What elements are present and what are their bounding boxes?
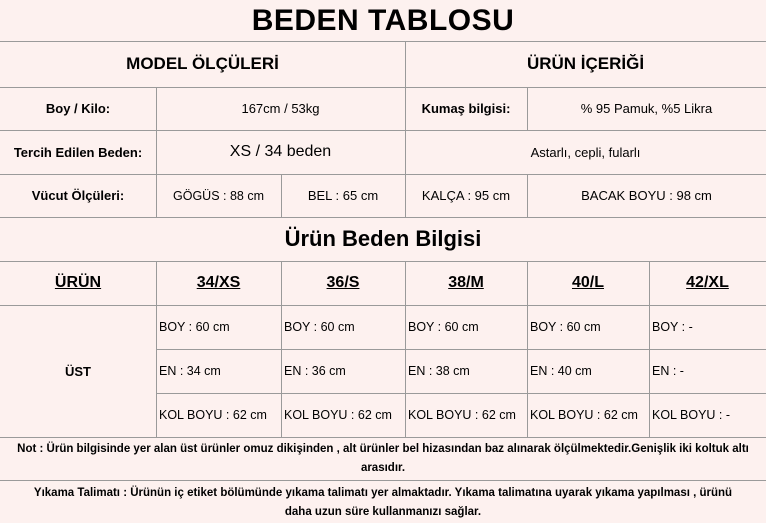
size-34xs-length: BOY : 60 cm xyxy=(159,320,230,334)
fabric-label: Kumaş bilgisi: xyxy=(421,101,511,116)
preferred-size-value: XS / 34 beden xyxy=(229,143,332,160)
chest-measurement: GÖGÜS : 88 cm xyxy=(173,188,264,203)
size-42xl-width: EN : - xyxy=(652,364,684,378)
size-38m-width: EN : 38 cm xyxy=(408,364,470,378)
leg-length-measurement: BACAK BOYU : 98 cm xyxy=(581,188,712,203)
page-title: BEDEN TABLOSU xyxy=(251,3,515,37)
preferred-size-label: Tercih Edilen Beden: xyxy=(13,144,143,160)
washing-note-line-2: daha uzun süre kullanmanızı sağlar. xyxy=(284,506,482,518)
size-header-38m: 38/M xyxy=(448,274,484,291)
size-40l-width: EN : 40 cm xyxy=(530,364,592,378)
top-garment-label: ÜST xyxy=(65,363,91,379)
size-34xs-width: EN : 34 cm xyxy=(159,364,221,378)
measurement-note-line-1: Not : Ürün bilgisinde yer alan üst ürünler omuz dikişinden , alt ürünler bel hizasından baz alınarak ölçülmektedir.Genişlik iki koltuk altı xyxy=(17,443,749,455)
size-40l-length: BOY : 60 cm xyxy=(530,320,601,334)
size-36s-sleeve: KOL BOYU : 62 cm xyxy=(284,408,392,422)
size-38m-length: BOY : 60 cm xyxy=(408,320,479,334)
size-header-34xs: 34/XS xyxy=(196,274,241,291)
product-content-heading: ÜRÜN İÇERİĞİ xyxy=(526,54,645,73)
measurement-note-line-2: arasıdır. xyxy=(360,462,406,474)
size-header-40l: 40/L xyxy=(571,274,604,291)
size-38m-sleeve: KOL BOYU : 62 cm xyxy=(408,408,516,422)
height-weight-label: Boy / Kilo: xyxy=(45,101,111,116)
height-weight-value: 167cm / 53kg xyxy=(241,101,320,116)
size-header-42xl: 42/XL xyxy=(686,274,729,291)
model-measurements-heading: MODEL ÖLÇÜLERİ xyxy=(126,54,279,73)
divider xyxy=(0,437,766,438)
size-34xs-sleeve: KOL BOYU : 62 cm xyxy=(159,408,267,422)
product-features: Astarlı, cepli, fularlı xyxy=(530,144,641,160)
product-column-header: ÜRÜN xyxy=(54,274,102,291)
divider xyxy=(0,480,766,481)
size-40l-sleeve: KOL BOYU : 62 cm xyxy=(530,408,638,422)
size-36s-length: BOY : 60 cm xyxy=(284,320,355,334)
washing-note-line-1: Yıkama Talimatı : Ürünün iç etiket bölümünde yıkama talimatı yer almaktadır. Yıkama talimatına uyarak yıkama yapılması , ürünü xyxy=(33,487,733,499)
hip-measurement: KALÇA : 95 cm xyxy=(421,188,511,203)
body-measurements-label: Vücut Ölçüleri: xyxy=(31,188,125,203)
size-36s-width: EN : 36 cm xyxy=(284,364,346,378)
waist-measurement: BEL : 65 cm xyxy=(307,188,379,203)
size-header-36s: 36/S xyxy=(326,274,360,291)
size-info-heading: Ürün Beden Bilgisi xyxy=(284,226,482,251)
fabric-value: % 95 Pamuk, %5 Likra xyxy=(580,101,713,116)
size-42xl-sleeve: KOL BOYU : - xyxy=(652,408,731,422)
size-42xl-length: BOY : - xyxy=(652,320,693,334)
